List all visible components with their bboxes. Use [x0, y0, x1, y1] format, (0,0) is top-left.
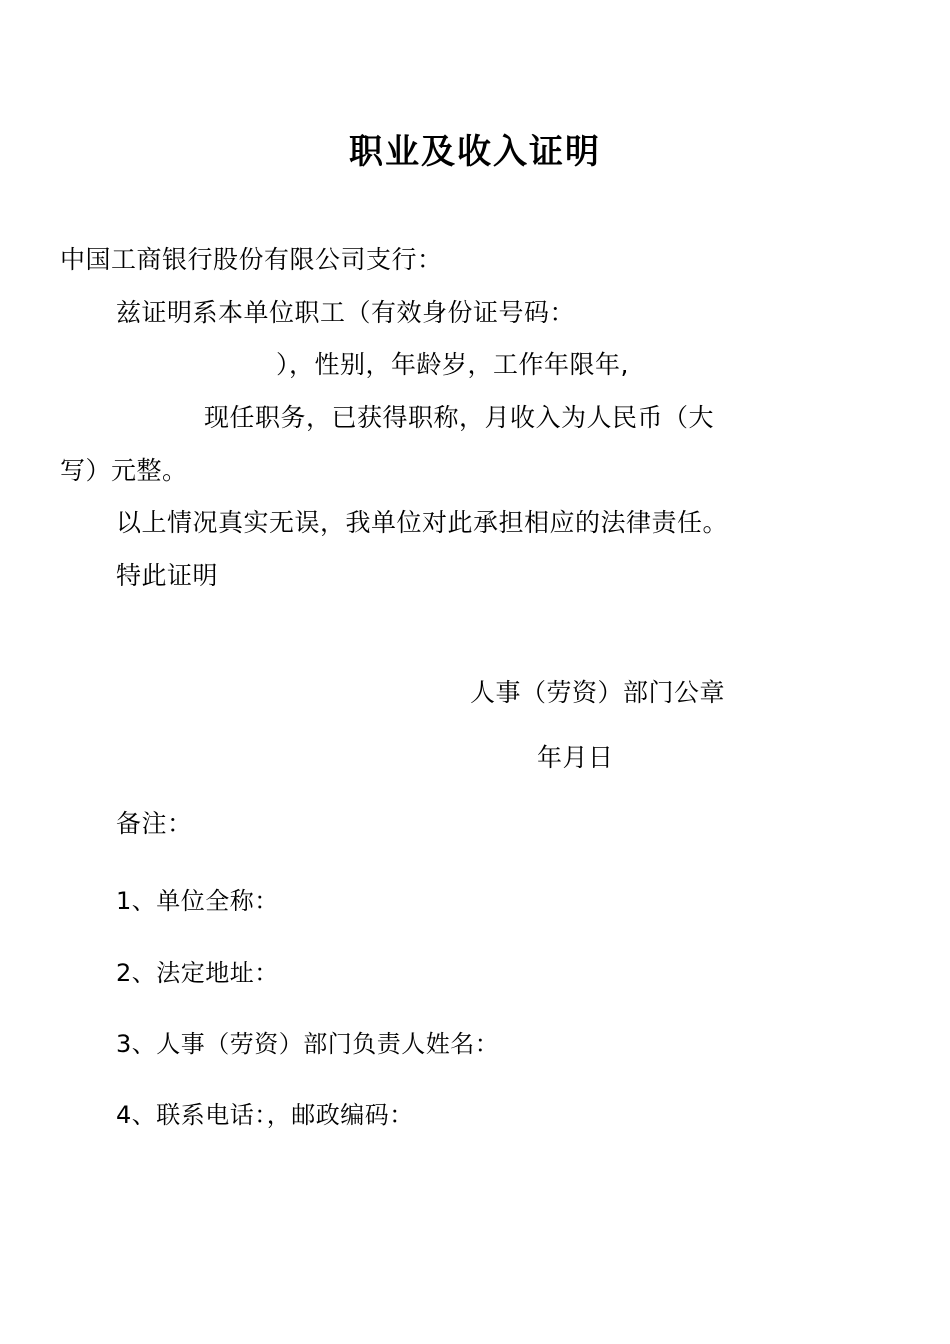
- addressee: 中国工商银行股份有限公司支行：: [60, 245, 443, 274]
- body-line-1: 兹证明系本单位职工（有效身份证号码：: [116, 298, 576, 327]
- body-line-5: 以上情况真实无误，我单位对此承担相应的法律责任。: [116, 508, 729, 537]
- notes-heading: 备注：: [116, 809, 193, 838]
- note-item: 2、法定地址：: [116, 959, 279, 987]
- closing-statement: 特此证明: [116, 561, 219, 590]
- body-line-3: 现任职务，已获得职称，月收入为人民币（大: [204, 403, 715, 432]
- body-line-2: ），性别，年龄岁，工作年限年,: [276, 350, 629, 379]
- document-title: 职业及收入证明: [349, 132, 601, 172]
- date-label: 年月日: [537, 743, 614, 772]
- note-item: 3、人事（劳资）部门负责人姓名：: [116, 1030, 500, 1058]
- body-line-4: 写）元整。: [60, 456, 188, 485]
- note-item: 1、单位全称：: [116, 887, 279, 915]
- seal-label: 人事（劳资）部门公章: [470, 678, 726, 707]
- note-item: 4、联系电话：，邮政编码：: [116, 1101, 414, 1129]
